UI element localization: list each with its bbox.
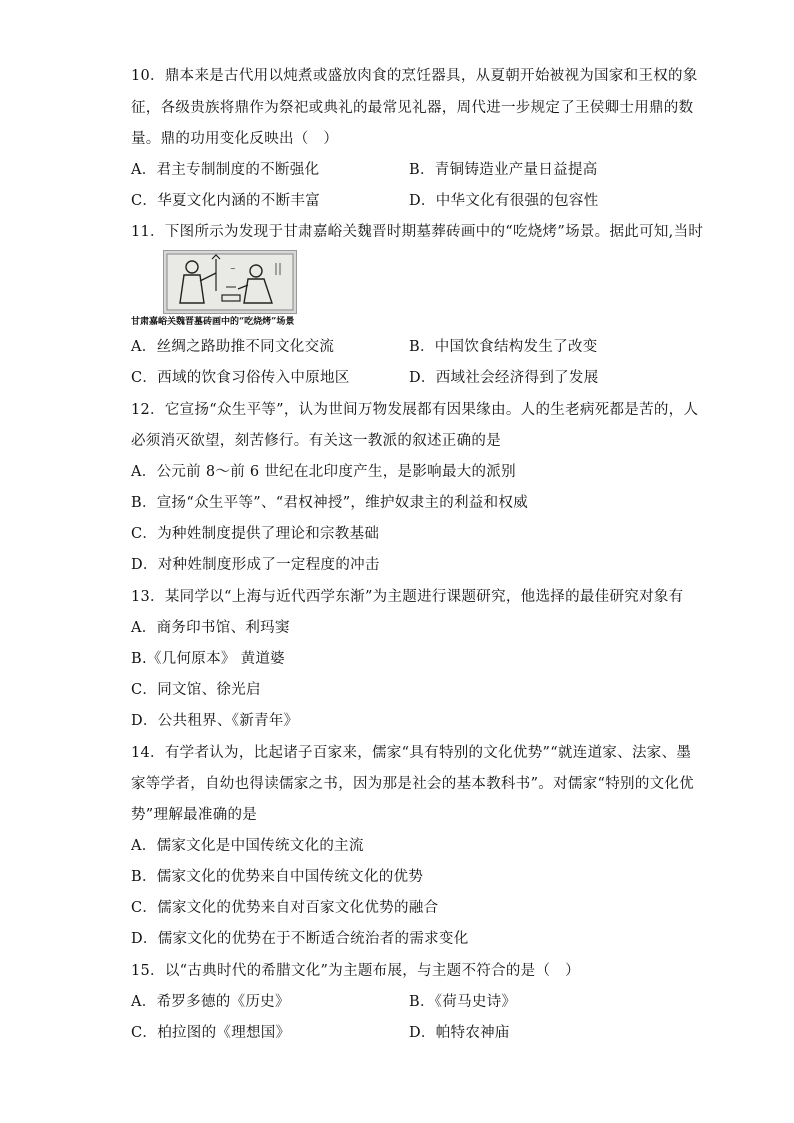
q13-option-b: B.《几何原本》 黄道婆 [131,651,285,667]
q11-stem: 11．下图所示为发现于甘肃嘉峪关魏晋时期墓葬砖画中的“吃烧烤”场景。据此可知,当时 [131,224,704,240]
q12-option-c: C．为种姓制度提供了理论和宗教基础 [131,526,380,542]
q10-stem-line-2: 征，各级贵族将鼎作为祭祀或典礼的最常见礼器，周代进一步规定了王侯卿士用鼎的数 [131,100,694,116]
q14-stem-line-1: 14．有学者认为，比起诸子百家来，儒家“具有特别的文化优势”“就连道家、法家、墨 [131,745,692,761]
q13-stem: 13．某同学以“上海与近代西学东渐”为主题进行课题研究，他选择的最佳研究对象有 [131,589,684,605]
q10-stem-line-1: 10．鼎本来是古代用以炖煮或盛放肉食的烹饪器具，从夏朝开始被视为国家和王权的象 [131,68,698,84]
brick-painting-image [163,250,297,314]
q14-option-b: B．儒家文化的优势来自中国传统文化的优势 [131,869,424,885]
q14-stem-line-3: 势”理解最准确的是 [131,807,258,823]
q14-option-d: D．儒家文化的优势在于不断适合统治者的需求变化 [131,931,469,947]
q11-option-a: A．丝绸之路助推不同文化交流 [131,339,335,355]
q12-option-d: D．对种姓制度形成了一定程度的冲击 [131,557,380,573]
q12-option-a: A．公元前 8～前 6 世纪在北印度产生，是影响最大的派别 [131,464,516,480]
q11-option-b: B．中国饮食结构发生了改变 [409,339,598,355]
q12-stem-line-1: 12．它宣扬“众生平等”，认为世间万物发展都有因果缘由。人的生老病死都是苦的，人 [131,402,699,418]
q15-option-a: A．希罗多德的《历史》 [131,994,290,1010]
q14-option-c: C．儒家文化的优势来自对百家文化优势的融合 [131,900,439,916]
q14-option-a: A．儒家文化是中国传统文化的主流 [131,838,364,854]
q15-stem: 15．以“古典时代的希腊文化”为主题布展，与主题不符合的是（ ） [131,963,580,979]
bbq-scene-illustration [164,251,296,313]
q13-option-d: D．公共租界、《新青年》 [131,713,299,729]
q11-option-c: C．西域的饮食习俗传入中原地区 [131,370,350,386]
svg-text:~: ~ [230,265,236,273]
q10-option-c: C．华夏文化内涵的不断丰富 [131,193,320,209]
figure-caption: 甘肃嘉峪关魏晋墓砖画中的“吃烧烤”场景 [131,317,295,327]
q13-option-c: C．同文馆、徐光启 [131,682,261,698]
q10-option-a: A．君主专制制度的不断强化 [131,162,320,178]
q10-stem-line-3: 量。鼎的功用变化反映出（ ） [131,131,339,147]
q12-stem-line-2: 必须消灭欲望，刻苦修行。有关这一教派的叙述正确的是 [131,433,501,449]
q10-option-d: D．中华文化有很强的包容性 [409,193,599,209]
q13-option-a: A．商务印书馆、利玛窦 [131,620,290,636]
q15-option-b: B．《荷马史诗》 [409,994,517,1010]
q15-option-d: D．帕特农神庙 [409,1025,510,1041]
q11-option-d: D．西域社会经济得到了发展 [409,370,599,386]
q10-option-b: B．青铜铸造业产量日益提高 [409,162,598,178]
q15-option-c: C．柏拉图的《理想国》 [131,1025,291,1041]
q12-option-b: B．宣扬“众生平等”、“君权神授”，维护奴隶主的利益和权威 [131,495,529,511]
q14-stem-line-2: 家等学者，自幼也得读儒家之书，因为那是社会的基本教科书”。对儒家“特别的文化优 [131,776,695,792]
